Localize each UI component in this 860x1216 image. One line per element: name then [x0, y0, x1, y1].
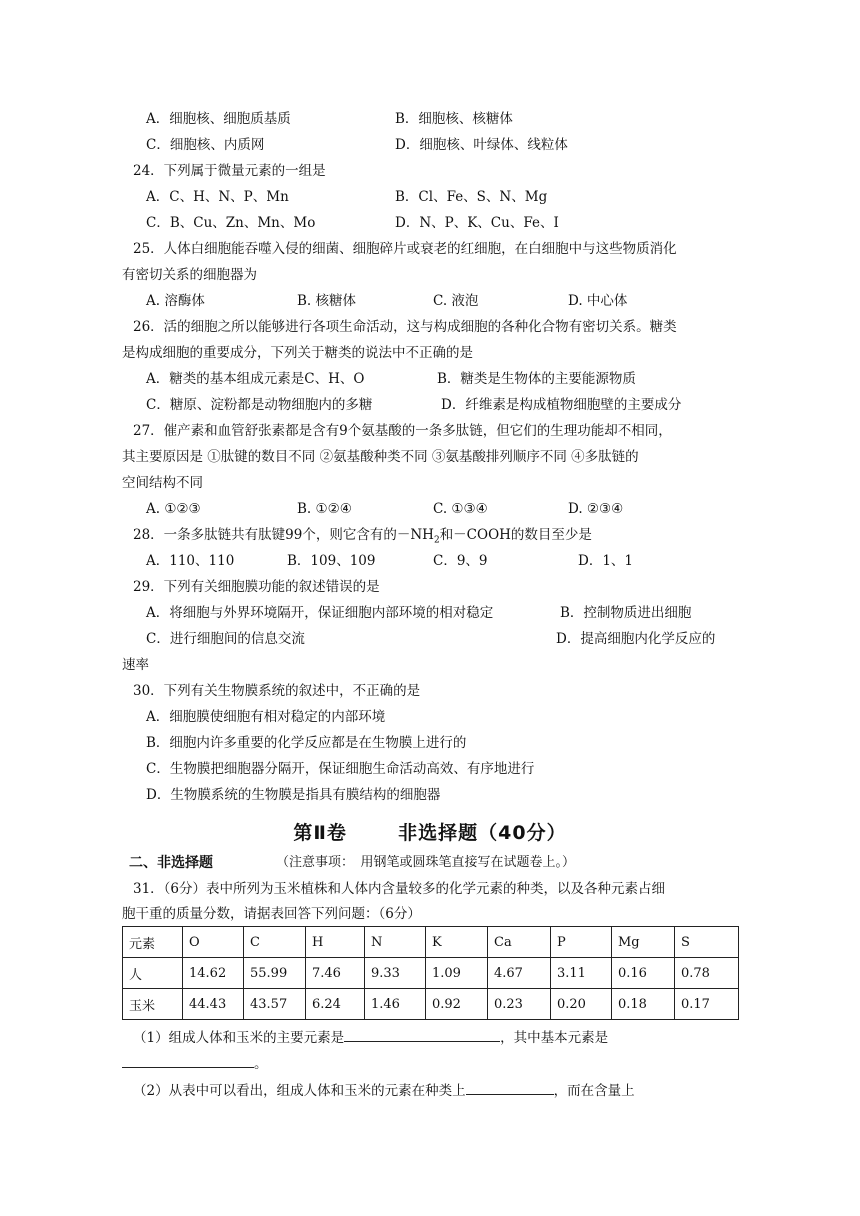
q28-stem-post: 和－COOH的数目至少是 [439, 527, 592, 543]
q26-option-c: C．糖原、淀粉都是动物细胞内的多糖 [146, 397, 373, 413]
q24-option-b: B．Cl、Fe、S、N、Mg [395, 189, 548, 205]
q27-stem-line1: 27．催产素和血管舒张素都是含有9个氨基酸的一条多肽链，但它们的生理功能却不相同， [133, 423, 672, 439]
q28-option-a: A．110、110 [146, 553, 235, 569]
q31-sub2 [133, 1080, 635, 1101]
q26-option-a: A．糖类的基本组成元素是C、H、O [146, 371, 365, 387]
header-cell: N [365, 927, 426, 958]
table-cell: 1.09 [426, 958, 488, 989]
q31-sub1-text: （1）组成人体和玉米的主要元素是 [133, 1030, 345, 1046]
q25-option-c: C. 液泡 [433, 293, 479, 309]
q29-option-a: A．将细胞与外界环境隔开，保证细胞内部环境的相对稳定 [146, 605, 494, 621]
q29-option-c: C．进行细胞间的信息交流 [146, 631, 305, 647]
q26-stem-line2: 是构成细胞的重要成分，下列关于糖类的说法中不正确的是 [122, 345, 473, 361]
table-cell: 0.23 [488, 989, 551, 1020]
table-row [123, 958, 739, 989]
row-label: 人 [123, 958, 183, 989]
q26-option-d: D．纤维素是构成植物细胞壁的主要成分 [441, 397, 682, 413]
q31-sub1-continued [122, 1053, 268, 1074]
table-cell: 9.33 [365, 958, 426, 989]
table-cell: 14.62 [183, 958, 244, 989]
q31-stem-line1: 31．（6分）表中所列为玉米植株和人体内含量较多的化学元素的种类，以及各种元素占细 [133, 881, 666, 897]
header-cell: P [551, 927, 612, 958]
header-cell: K [426, 927, 488, 958]
table-cell: 43.57 [244, 989, 306, 1020]
q28-option-c: C．9、9 [433, 553, 488, 569]
header-cell: S [675, 927, 739, 958]
header-cell: Mg [612, 927, 675, 958]
q23-option-a: A．细胞核、细胞质基质 [146, 111, 291, 127]
q27-option-b: B. ①②④ [297, 501, 352, 517]
q25-option-b: B. 核糖体 [297, 293, 357, 309]
q25-stem-line2: 有密切关系的细胞器为 [122, 267, 257, 283]
row-label: 玉米 [123, 989, 183, 1020]
header-cell: Ca [488, 927, 551, 958]
table-cell: 6.24 [306, 989, 365, 1020]
q23-option-b: B．细胞核、核糖体 [395, 111, 513, 127]
q29-option-b: B．控制物质进出细胞 [560, 605, 692, 621]
q28-option-d: D．1、1 [578, 553, 634, 569]
q27-option-a: A. ①②③ [146, 501, 201, 517]
part2-title [0, 818, 860, 845]
q29-stem: 29．下列有关细胞膜功能的叙述错误的是 [133, 579, 380, 595]
part2-title-volume: 第Ⅱ卷 [293, 822, 347, 844]
q30-option-b: B．细胞内许多重要的化学反应都是在生物膜上进行的 [146, 735, 467, 751]
q24-option-d: D．N、P、K、Cu、Fe、I [395, 215, 559, 231]
q28-stem-pre: 28．一条多肽链共有肽键99个，则它含有的－NH [133, 527, 434, 543]
header-cell: O [183, 927, 244, 958]
q25-option-a: A. 溶酶体 [146, 293, 205, 309]
header-cell: 元素 [123, 927, 183, 958]
q31-sub2-text: （2）从表中可以看出，组成人体和玉米的元素在种类上 [133, 1083, 466, 1099]
q25-stem-line1: 25．人体白细胞能吞噬入侵的细菌、细胞碎片或衰老的红细胞，在白细胞中与这些物质消化 [133, 241, 677, 257]
q31-sub1-mid: ，其中基本元素是 [500, 1030, 609, 1046]
q26-option-b: B．糖类是生物体的主要能源物质 [437, 371, 636, 387]
q29-option-d: D．提高细胞内化学反应的 [556, 631, 716, 647]
table-cell: 7.46 [306, 958, 365, 989]
q27-option-c: C. ①③④ [433, 501, 488, 517]
q23-option-d: D．细胞核、叶绿体、线粒体 [395, 137, 568, 153]
q30-option-a: A．细胞膜使细胞有相对稳定的内部环境 [146, 709, 386, 725]
q23-option-c: C．细胞核、内质网 [146, 137, 265, 153]
part2-title-heading: 非选择题（40分） [398, 822, 567, 844]
answer-blank-main-elements[interactable] [344, 1027, 500, 1042]
answer-blank-basic-elements[interactable] [122, 1053, 254, 1068]
q24-option-c: C．B、Cu、Zn、Mn、Mo [146, 215, 316, 231]
table-row [123, 989, 739, 1020]
table-cell: 0.18 [612, 989, 675, 1020]
table-cell: 4.67 [488, 958, 551, 989]
table-cell: 3.11 [551, 958, 612, 989]
table-cell: 44.43 [183, 989, 244, 1020]
table-cell: 55.99 [244, 958, 306, 989]
q27-stem-line2: 其主要原因是 ①肽键的数目不同 ②氨基酸种类不同 ③氨基酸排列顺序不同 ④多肽链的 [122, 449, 639, 465]
table-cell: 1.46 [365, 989, 426, 1020]
q31-stem-line2: 胞干重的质量分数，请据表回答下列问题：（6分） [122, 906, 421, 922]
q30-stem: 30．下列有关生物膜系统的叙述中，不正确的是 [133, 683, 421, 699]
q26-stem-line1: 26．活的细胞之所以能够进行各项生命活动，这与构成细胞的各种化合物有密切关系。糖类 [133, 319, 677, 335]
table-cell: 0.92 [426, 989, 488, 1020]
header-cell: H [306, 927, 365, 958]
q28-stem [133, 525, 592, 551]
element-table [122, 926, 739, 1020]
q29-option-d-continued: 速率 [122, 657, 149, 673]
q24-stem: 24．下列属于微量元素的一组是 [133, 163, 326, 179]
answer-blank-types[interactable] [466, 1080, 554, 1095]
q30-option-c: C．生物膜把细胞器分隔开，保证细胞生命活动高效、有序地进行 [146, 761, 535, 777]
q28-stem-subscript: 2 [433, 535, 440, 546]
section-note: （注意事项： 用钢笔或圆珠笔直接写在试题卷上。） [276, 855, 576, 870]
table-cell: 0.20 [551, 989, 612, 1020]
q31-sub2-post: ，而在含量上 [553, 1083, 635, 1099]
q31-sub1 [133, 1027, 608, 1048]
q27-stem-line3: 空间结构不同 [122, 475, 203, 491]
q24-option-a: A．C、H、N、P、Mn [146, 189, 289, 205]
table-cell: 0.17 [675, 989, 739, 1020]
section-heading: 二、非选择题 [129, 855, 213, 871]
q31-sub1-end: 。 [254, 1056, 268, 1072]
header-cell: C [244, 927, 306, 958]
q27-option-d: D. ②③④ [568, 501, 624, 517]
q28-option-b: B．109、109 [287, 553, 376, 569]
q25-option-d: D. 中心体 [568, 293, 628, 309]
q30-option-d: D．生物膜系统的生物膜是指具有膜结构的细胞器 [146, 787, 441, 803]
table-cell: 0.78 [675, 958, 739, 989]
table-header-row [123, 927, 739, 958]
table-cell: 0.16 [612, 958, 675, 989]
